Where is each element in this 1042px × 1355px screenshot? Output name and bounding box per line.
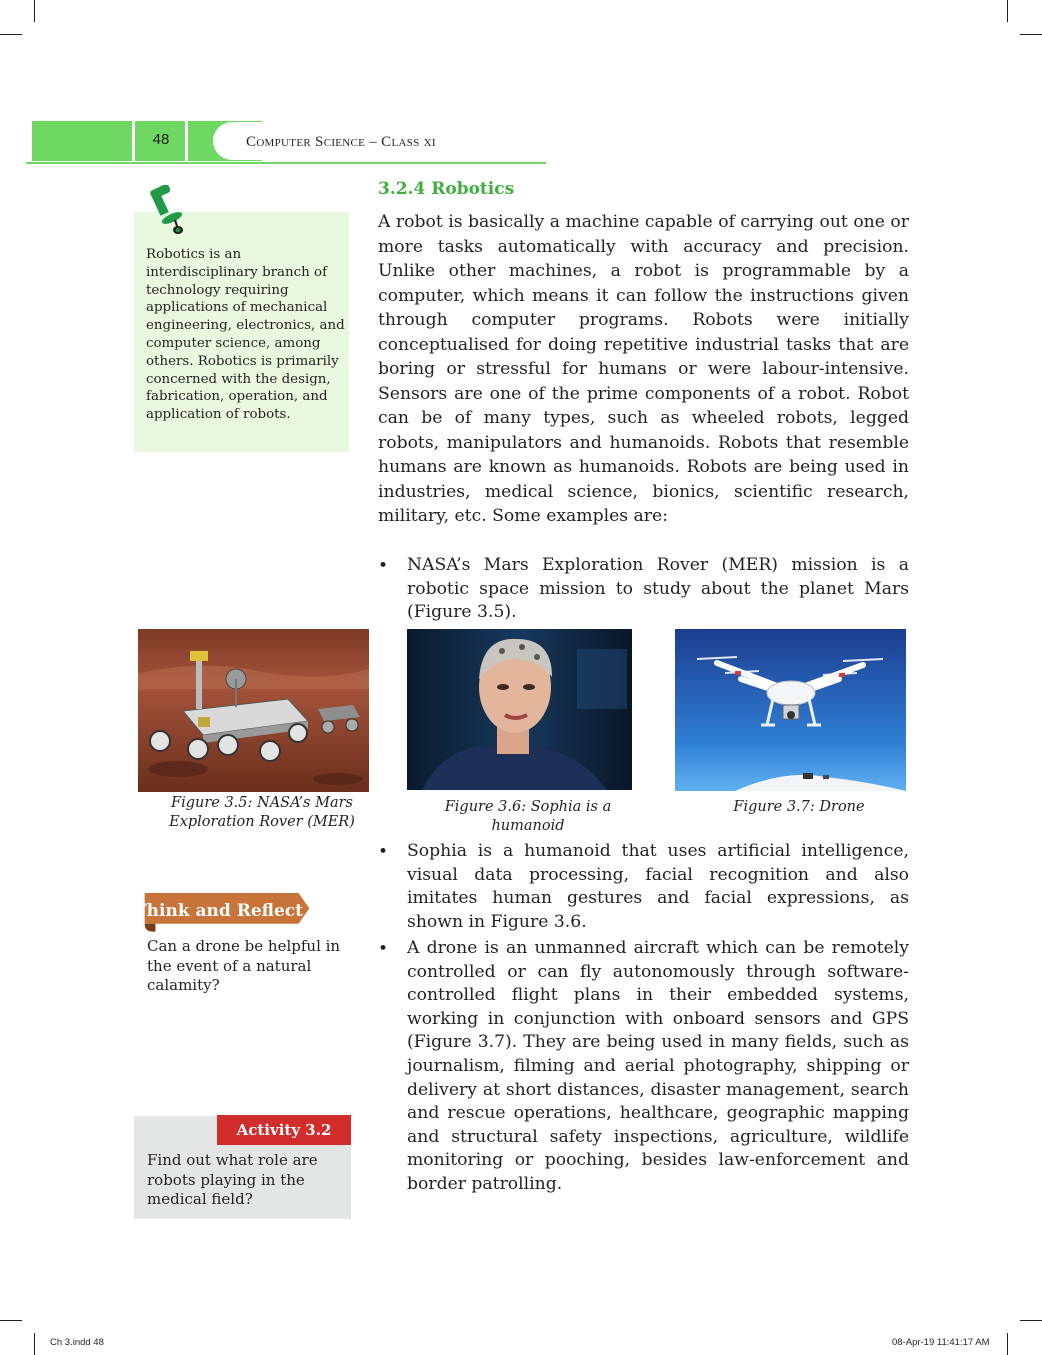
header-rule [26, 162, 546, 164]
footer-timestamp: 08-Apr-19 11:41:17 AM [892, 1337, 990, 1348]
crop-mark [1007, 0, 1008, 22]
list-item [378, 840, 909, 934]
crop-mark [34, 1333, 35, 1355]
figure-sophia-image [407, 629, 632, 790]
figure-caption [422, 798, 634, 836]
list-item [378, 554, 909, 625]
margin-note-text: Robotics is an interdisciplinary branch of technology requiring applications of mechanical engineering, electronics, and computer science, among others. Robotics is primarily concerned with the design, fabrication, operation, and application of robots. [146, 247, 345, 423]
crop-mark [34, 0, 35, 22]
crop-mark [0, 34, 22, 35]
header-divider [132, 121, 135, 161]
list-item [378, 937, 909, 1197]
crop-mark [1020, 1320, 1042, 1321]
header-divider [185, 121, 188, 161]
page-number: 48 [152, 131, 170, 148]
caption-line: Exploration Rover (MER) [169, 814, 355, 830]
caption-line: humanoid [491, 818, 565, 834]
caption-line: Figure 3.5: NASA’s Mars [171, 795, 353, 811]
running-head-part: lass [391, 134, 420, 150]
running-head [246, 134, 436, 151]
figure-caption [158, 794, 366, 832]
figure-caption [722, 798, 876, 817]
footer-file: Ch 3.indd 48 [50, 1337, 104, 1348]
caption-line: Figure 3.7: Drone [733, 799, 865, 815]
bullet-symbol: • [378, 842, 389, 862]
activity-label: Activity 3.2 [217, 1115, 351, 1145]
running-head-part: xi [419, 134, 436, 150]
figure-drone-image [675, 629, 906, 791]
running-head-part: C [246, 134, 257, 150]
running-head-part: – C [365, 134, 392, 150]
crop-mark [0, 1320, 22, 1321]
running-head-part: S [310, 134, 324, 150]
caption-line: Figure 3.6: Sophia is a [444, 799, 612, 815]
running-head-part: omputer [256, 134, 311, 150]
bullet-text: NASA’s Mars Exploration Rover (MER) mission is a robotic space mission to study about the planet Mars (Figure 3.5). [407, 555, 909, 623]
bullet-text: A drone is an unmanned aircraft which can be remotely controlled or can fly autonomously through software-controlled flight plans in their embedded systems, working in conjunction with onboard sensors and GPS (Figure 3.7). They are being used in many fields, such as journalism, filming and aerial photography, shipping or delivery at short distances, disaster management, search and rescue operations, healthcare, geographic mapping and structural safety inspections, agriculture, wildlife monitoring or pooching, besides law-enforcement and border patrolling. [407, 938, 909, 1194]
crop-mark [1020, 34, 1042, 35]
section-title: 3.2.4 Robotics [378, 179, 515, 199]
pushpin-icon [146, 185, 190, 237]
think-reflect-title: Think and Reflect [134, 901, 304, 921]
section-paragraph: A robot is basically a machine capable of carrying out one or more tasks automatically with accuracy and precision. Unlike other machines, a robot is programmable by a computer, which means it can follow the instructions given through computer programs. Robots were initially conceptualised for doing repetitive industrial tasks that are boring or stressful for humans or were labour-intensive. Sensors are one of the prime components of a robot. Robot can be of many types, such as wheeled robots, legged robots, manipulators and humanoids. Robots that resemble humans are known as humanoids. Robots are being used in industries, medical science, bionics, scientific research, military, etc. Some examples are: [378, 212, 909, 526]
bullet-text: Sophia is a humanoid that uses artificial intelligence, visual data processing, facial recognition and also imitates human gestures and facial expressions, as shown in Figure 3.6. [407, 841, 909, 932]
activity-text: Find out what role are robots playing in the medical field? [147, 1151, 318, 1208]
figure-mars-rover-image [138, 629, 369, 792]
think-reflect-text: Can a drone be helpful in the event of a natural calamity? [147, 937, 341, 994]
crop-mark [1007, 1333, 1008, 1355]
bullet-symbol: • [378, 939, 389, 959]
running-head-part: cience [323, 134, 366, 150]
bullet-symbol: • [378, 556, 389, 576]
